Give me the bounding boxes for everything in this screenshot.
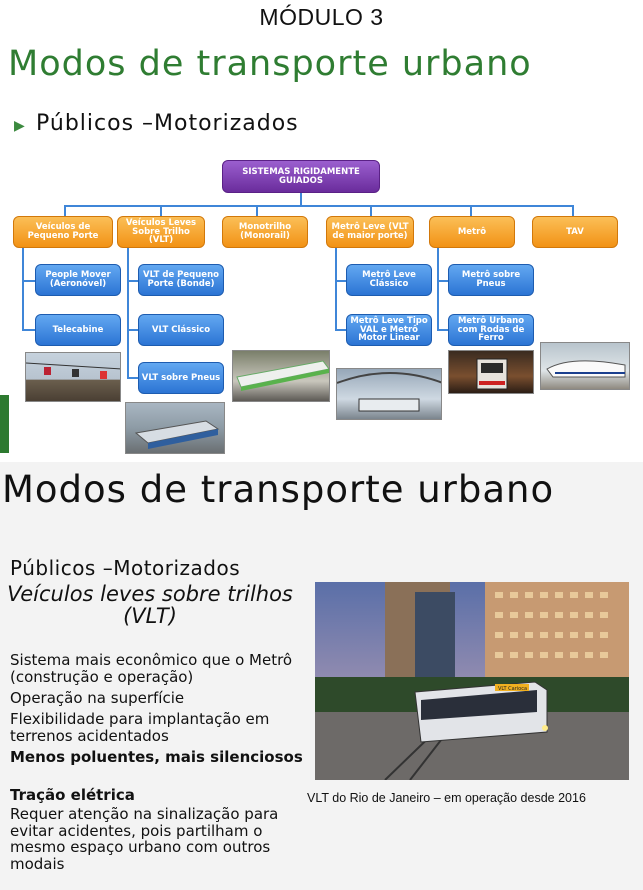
child-box: Metrô sobre Pneus [448,264,534,296]
point-item: Operação na superfície [10,689,185,707]
monorail-image [233,351,330,402]
category-box: Monotrilho (Monorail) [222,216,308,248]
triangle-bullet-icon: ▶ [14,118,25,134]
metro-photo [448,350,534,394]
tram-destination-sign: VLT Carioca [498,686,528,692]
green-accent-bar [0,395,9,453]
connector [127,248,129,378]
tav-photo [540,342,630,390]
child-box: Metrô Leve Tipo VAL e Metrô Motor Linear [346,314,432,346]
monorail-photo [232,350,330,402]
connector [22,329,36,331]
child-box: Telecabine [35,314,121,346]
child-box: People Mover (Aeronóvel) [35,264,121,296]
point-item: Menos poluentes, mais silenciosos [10,748,303,766]
point-item: Tração elétrica [10,786,135,804]
child-box: Metrô Leve Clássico [346,264,432,296]
tram-image [126,403,225,454]
category-box: Veículos Leves Sobre Trilho (VLT) [117,216,205,248]
category-box: Veículos de Pequeno Porte [13,216,113,248]
station-image [337,369,442,420]
slide-2-subtitle: Públicos –Motorizados [10,556,241,580]
vlt-rio-photo [315,582,629,780]
category-box: Metrô [429,216,515,248]
metro-train-image [449,351,534,394]
child-box: VLT de Pequeno Porte (Bonde) [138,264,224,296]
slide-1-title: Modos de transporte urbano [8,44,532,84]
category-box: Metrô Leve (VLT de maior porte) [326,216,414,248]
high-speed-train-image [541,343,630,390]
point-item: Sistema mais econômico que o Metrô (construção e operação) [10,651,293,686]
slide-1-subtitle: Públicos –Motorizados [36,111,299,136]
telecabine-photo [25,352,121,402]
module-label: MÓDULO 3 [259,4,384,30]
connector [22,248,24,330]
slide-2-title: Modos de transporte urbano [2,468,555,511]
photo-caption: VLT do Rio de Janeiro – em operação desde 2016 [307,791,586,805]
connector [437,248,439,330]
cable-car-image [26,353,121,402]
vlt-rio-image [315,582,629,780]
point-item: Requer atenção na sinalização para evitar acidentes, pois partilham o mesmo espaço urbano com outros modais [10,805,279,873]
child-box: VLT Clássico [138,314,224,346]
connector [22,280,36,282]
connector [335,248,337,330]
metro-leve-photo [336,368,442,420]
slide-2-topic: Veículos leves sobre trilhos (VLT) [7,582,293,629]
connector [300,192,302,206]
child-box: Metrô Urbano com Rodas de Ferro [448,314,534,346]
connector [64,205,573,207]
child-box: VLT sobre Pneus [138,362,224,394]
point-item: Flexibilidade para implantação em terrenos acidentados [10,710,270,745]
vlt-pneus-photo [125,402,225,454]
category-box: TAV [532,216,618,248]
org-root-box: SISTEMAS RIGIDAMENTE GUIADOS [222,160,380,193]
